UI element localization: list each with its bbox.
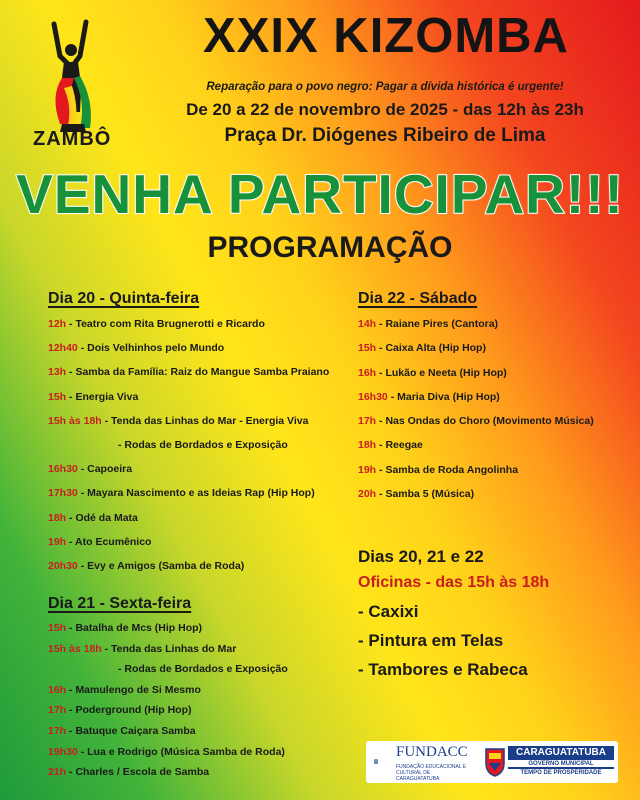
schedule-item [48, 439, 329, 463]
schedule-activity: - Rodas de Bordados e Exposição [118, 438, 288, 451]
schedule-time: 21h [48, 766, 67, 779]
schedule-item [48, 560, 329, 584]
schedule-item [48, 643, 288, 664]
event-dates: De 20 a 22 de novembro de 2025 - das 12h às 23h [186, 100, 584, 119]
schedule-separator: - [66, 766, 76, 779]
schedule-activity: Samba da Família: Raiz do Mangue Samba Praiano [75, 366, 330, 379]
schedule-time: 15h às 18h [48, 642, 102, 655]
schedule-separator: - [376, 366, 386, 379]
schedule-item [48, 622, 288, 643]
city-name: CARAGUATATUBA [508, 746, 614, 760]
schedule-item [358, 439, 594, 463]
programacao-heading: PROGRAMAÇÃO [207, 231, 453, 264]
oficina-item: - Tambores e Rabeca [358, 660, 528, 679]
schedule-activity: Maria Diva (Hip Hop) [397, 390, 500, 403]
schedule-separator: - [66, 390, 76, 403]
schedule-separator: - [376, 439, 386, 452]
schedule-activity: - Rodas de Bordados e Exposição [118, 663, 288, 676]
day-21-schedule [48, 622, 288, 787]
schedule-activity: Samba 5 (Música) [385, 488, 475, 501]
schedule-time: 19h30 [48, 745, 78, 758]
schedule-time: 14h [358, 318, 377, 330]
schedule-activity: Energia Viva [75, 390, 139, 403]
schedule-item [358, 488, 594, 512]
schedule-item [48, 746, 288, 767]
day-20-heading: Dia 20 - Quinta-feira [48, 290, 200, 307]
schedule-activity: Dois Velhinhos pelo Mundo [87, 342, 225, 355]
schedule-separator: - [101, 642, 112, 655]
schedule-item [48, 684, 288, 705]
schedule-time: 20h [358, 488, 377, 501]
schedule-time: 16h30 [48, 463, 78, 476]
schedule-separator: - [77, 463, 88, 476]
schedule-time: 17h [358, 415, 377, 428]
schedule-separator: - [387, 390, 398, 403]
schedule-item [48, 415, 329, 439]
schedule-time: 17h30 [48, 487, 78, 500]
schedule-activity: Poderground (Hip Hop) [75, 704, 192, 717]
schedule-time: 15h [48, 390, 67, 403]
schedule-item [48, 766, 288, 787]
schedule-separator: - [66, 683, 76, 696]
schedule-activity: Mamulengo de Si Mesmo [75, 683, 201, 696]
fundacc-logo-icon [374, 747, 394, 777]
schedule-item [358, 464, 594, 488]
schedule-item [48, 487, 329, 511]
schedule-time: 17h [48, 724, 67, 737]
schedule-separator: - [66, 366, 76, 379]
day-21-heading: Dia 21 - Sexta-feira [48, 595, 192, 612]
schedule-activity: Capoeira [87, 463, 133, 476]
schedule-separator: - [66, 622, 76, 634]
schedule-activity: Evy e Amigos (Samba de Roda) [87, 559, 245, 572]
schedule-separator: - [376, 342, 386, 355]
schedule-time: 18h [48, 511, 67, 524]
schedule-separator: - [77, 559, 88, 572]
schedule-item [358, 415, 594, 439]
schedule-separator: - [77, 342, 88, 355]
schedule-time: 17h [48, 704, 67, 717]
day-20-schedule [48, 318, 329, 584]
schedule-activity: Odé da Mata [75, 511, 138, 524]
event-title: XXIX KIZOMBA [203, 9, 569, 63]
schedule-activity: Tenda das Linhas do Mar [111, 642, 237, 655]
schedule-activity: Tenda das Linhas do Mar - Energia Viva [111, 414, 309, 427]
fundacc-name: FUNDACC [396, 744, 468, 760]
oficina-item: - Caxixi [358, 602, 419, 621]
day-22-schedule [358, 318, 594, 512]
oficinas-list [358, 602, 528, 689]
schedule-time: 19h [48, 535, 67, 548]
schedule-activity: Lua e Rodrigo (Música Samba de Roda) [87, 745, 285, 758]
schedule-item [48, 342, 329, 366]
schedule-time: 15h [48, 622, 67, 634]
schedule-item [48, 663, 288, 684]
schedule-item [358, 318, 594, 342]
schedule-time: 16h [48, 683, 67, 696]
schedule-separator: - [101, 414, 112, 427]
oficinas-days: Dias 20, 21 e 22 [358, 547, 484, 566]
schedule-separator: - [376, 488, 386, 501]
schedule-separator: - [376, 318, 386, 330]
schedule-activity: Reegae [385, 439, 423, 452]
city-tagline: TEMPO DE PROSPERIDADE [520, 770, 602, 776]
schedule-item [48, 391, 329, 415]
schedule-item [48, 463, 329, 487]
cta-banner: VENHA PARTICIPAR!!! [16, 163, 624, 225]
schedule-activity: Batuque Caiçara Samba [75, 724, 196, 737]
schedule-separator: - [66, 535, 76, 548]
schedule-item [48, 704, 288, 725]
city-government: GOVERNO MUNICIPAL [508, 761, 614, 769]
event-place: Praça Dr. Diógenes Ribeiro de Lima [224, 125, 546, 146]
oficinas-time: Oficinas - das 15h às 18h [358, 574, 550, 591]
schedule-time: 18h [358, 439, 377, 452]
schedule-item [48, 318, 329, 342]
schedule-time: 16h [358, 366, 377, 379]
schedule-activity: Lukão e Neeta (Hip Hop) [385, 366, 507, 379]
schedule-activity: Caixa Alta (Hip Hop) [385, 342, 486, 355]
schedule-time: 12h40 [48, 342, 78, 355]
schedule-activity: Raiane Pires (Cantora) [385, 318, 499, 330]
schedule-separator: - [77, 487, 88, 500]
event-subtitle: Reparação para o povo negro: Pagar a dívida histórica é urgente! [206, 81, 564, 93]
schedule-time: 19h [358, 463, 377, 476]
logo-text: ZAMBÔ [33, 128, 112, 150]
schedule-separator: - [77, 745, 88, 758]
schedule-separator: - [376, 415, 386, 428]
schedule-item [48, 536, 329, 560]
schedule-activity: Teatro com Rita Brugnerotti e Ricardo [75, 318, 265, 330]
schedule-separator: - [376, 463, 386, 476]
schedule-item [358, 342, 594, 366]
schedule-time: 15h às 18h [48, 414, 102, 427]
oficina-item: - Pintura em Telas [358, 631, 504, 650]
schedule-activity: Mayara Nascimento e as Ideias Rap (Hip Hop) [87, 487, 315, 500]
schedule-item [358, 391, 594, 415]
day-22-heading: Dia 22 - Sábado [358, 290, 478, 307]
schedule-item [48, 512, 329, 536]
schedule-item [48, 366, 329, 390]
schedule-activity: Nas Ondas do Choro (Movimento Música) [385, 415, 594, 428]
schedule-time: 20h30 [48, 559, 78, 572]
schedule-item [48, 725, 288, 746]
schedule-separator: - [66, 704, 76, 717]
fundacc-subtitle: FUNDAÇÃO EDUCACIONAL E CULTURAL DE CARAGUATATUBA [396, 764, 467, 782]
schedule-activity: Ato Ecumênico [75, 535, 152, 548]
schedule-item [358, 367, 594, 391]
schedule-activity: Charles / Escola de Samba [75, 766, 210, 779]
schedule-time: 16h30 [358, 390, 388, 403]
schedule-separator: - [66, 511, 76, 524]
schedule-separator: - [66, 724, 76, 737]
schedule-activity: Samba de Roda Angolinha [385, 463, 519, 476]
schedule-activity: Batalha de Mcs (Hip Hop) [75, 622, 203, 634]
city-crest-icon [484, 745, 506, 777]
schedule-separator: - [66, 318, 76, 330]
schedule-time: 15h [358, 342, 377, 355]
schedule-time: 12h [48, 318, 67, 330]
schedule-time: 13h [48, 366, 67, 379]
